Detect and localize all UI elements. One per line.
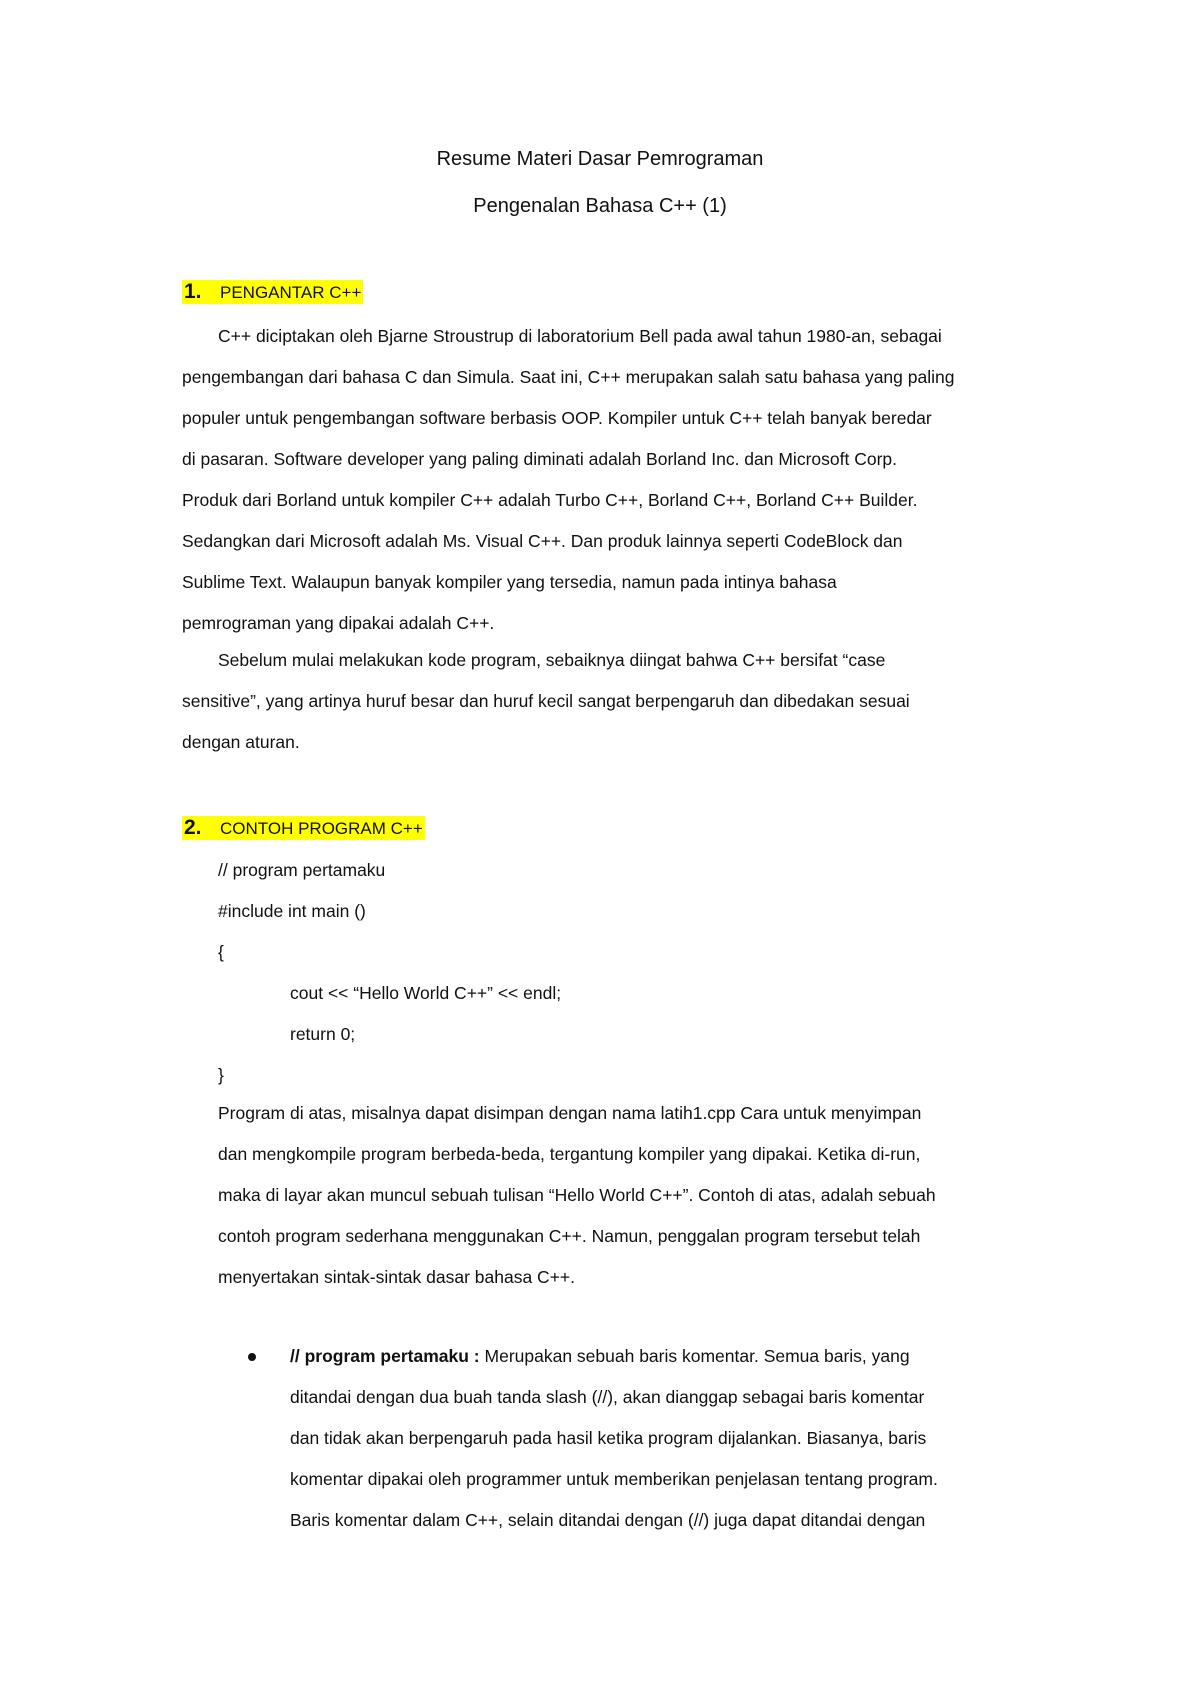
section-2-heading [182,816,425,840]
text-line: sensitive”, yang artinya huruf besar dan huruf kecil sangat berpengaruh dan dibedakan sesuai [182,691,910,711]
section-2-number: 2. [184,816,202,839]
section-1-paragraph-2 [182,640,1062,763]
code-line: // program pertamaku [218,860,386,880]
section-1-paragraph-1 [182,316,1062,644]
code-example [218,850,561,1096]
text-line: Sedangkan dari Microsoft adalah Ms. Visual C++. Dan produk lainnya seperti CodeBlock dan [182,531,903,551]
text-line: ditandai dengan dua buah tanda slash (//), akan dianggap sebagai baris komentar [290,1387,925,1407]
text-line: Baris komentar dalam C++, selain ditandai dengan (//) juga dapat ditandai dengan [290,1510,926,1530]
code-line: #include int main () [218,901,366,921]
text-line: Sublime Text. Walaupun banyak kompiler yang tersedia, namun pada intinya bahasa [182,572,837,592]
code-line: } [218,1065,224,1085]
text-line: pemrograman yang dipakai adalah C++. [182,613,495,633]
text-line: populer untuk pengembangan software berbasis OOP. Kompiler untuk C++ telah banyak beredar [182,408,932,428]
code-line: { [218,942,224,962]
bullet-first-line-text: Merupakan sebuah baris komentar. Semua baris, yang [479,1346,910,1366]
document-subtitle: Pengenalan Bahasa C++ (1) [473,195,727,217]
section-1-number: 1. [184,280,202,303]
section-1-title: PENGANTAR C++ [220,283,362,302]
code-line: return 0; [290,1024,356,1044]
document-title: Resume Materi Dasar Pemrograman [436,148,764,170]
text-line: Sebelum mulai melakukan kode program, sebaiknya diingat bahwa C++ bersifat “case [218,650,886,670]
section-2-title: CONTOH PROGRAM C++ [220,819,423,838]
text-line: dengan aturan. [182,732,300,752]
text-line: menyertakan sintak-sintak dasar bahasa C++. [218,1267,575,1287]
text-line: Produk dari Borland untuk kompiler C++ adalah Turbo C++, Borland C++, Borland C++ Builder. [182,490,918,510]
text-line: Program di atas, misalnya dapat disimpan dengan nama latih1.cpp Cara untuk menyimpan [218,1103,922,1123]
text-line: pengembangan dari bahasa C dan Simula. Saat ini, C++ merupakan salah satu bahasa yang paling [182,367,955,387]
section-2-paragraph [218,1093,1062,1298]
text-line: dan mengkompile program berbeda-beda, tergantung kompiler yang dipakai. Ketika di-run, [218,1144,921,1164]
text-line: dan tidak akan berpengaruh pada hasil ketika program dijalankan. Biasanya, baris [290,1428,927,1448]
text-line: di pasaran. Software developer yang paling diminati adalah Borland Inc. dan Microsoft Corp. [182,449,897,469]
text-line: C++ diciptakan oleh Bjarne Stroustrup di laboratorium Bell pada awal tahun 1980-an, sebagai [218,326,942,346]
text-line: maka di layar akan muncul sebuah tulisan “Hello World C++”. Contoh di atas, adalah sebuah [218,1185,936,1205]
text-line: contoh program sederhana menggunakan C++. Namun, penggalan program tersebut telah [218,1226,921,1246]
bullet-text [290,1336,1090,1541]
section-1-heading [182,280,363,304]
text-line: komentar dipakai oleh programmer untuk memberikan penjelasan tentang program. [290,1469,938,1489]
code-line: cout << “Hello World C++” << endl; [290,983,562,1003]
bullet-first-line [290,1336,1090,1377]
bullet-icon [248,1353,256,1361]
bullet-term: // program pertamaku : [290,1346,480,1366]
